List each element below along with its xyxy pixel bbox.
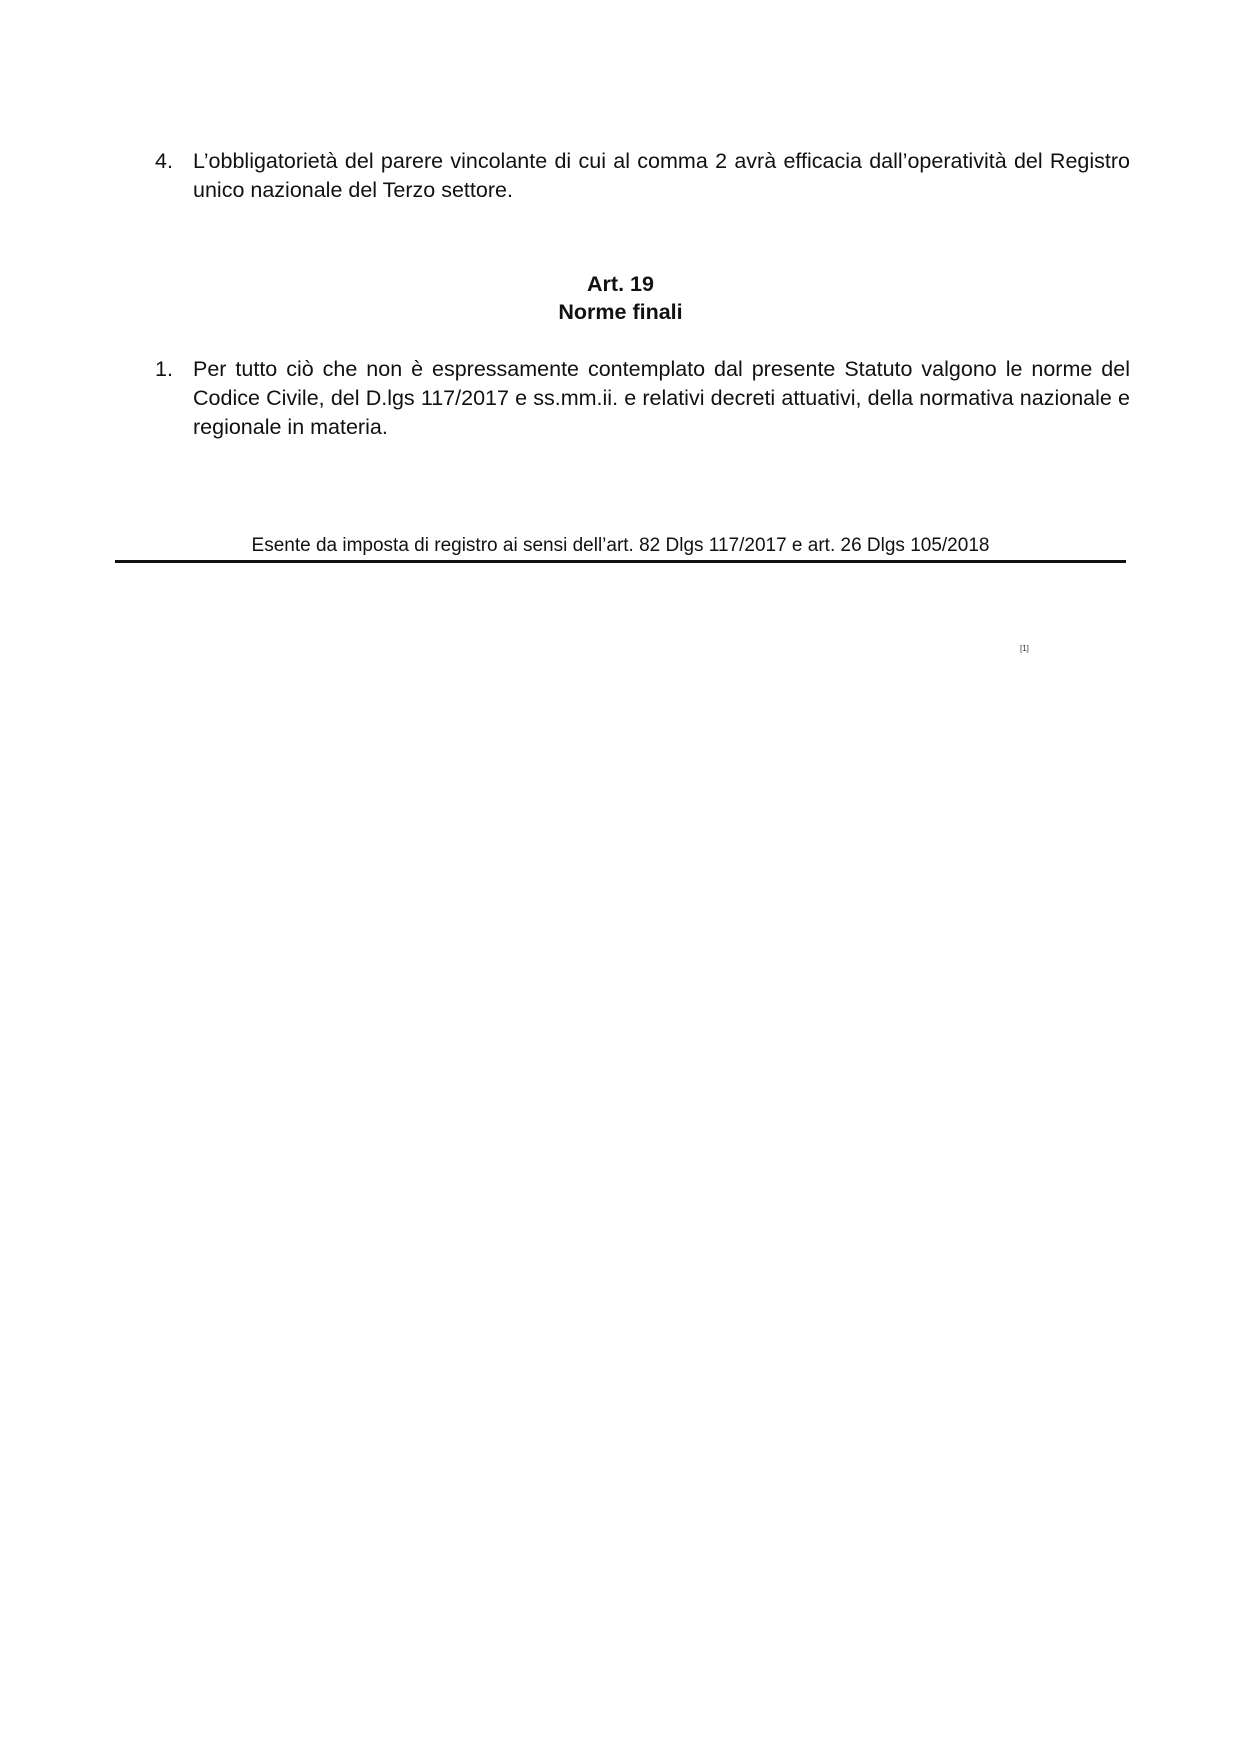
article-number: Art. 19: [587, 272, 654, 296]
item-number: 1.: [155, 357, 173, 381]
article-title: Norme finali: [558, 300, 683, 324]
footer-divider: [115, 560, 1126, 563]
item-number: 4.: [155, 149, 173, 173]
list-item: [155, 147, 1130, 205]
footer-note: Esente da imposta di registro ai sensi dell’art. 82 Dlgs 117/2017 e art. 26 Dlgs 105/2018: [251, 535, 990, 556]
item-text: L’obbligatorietà del parere vincolante di cui al comma 2 avrà efficacia dall’operatività del Registro unico nazionale del Terzo settore.: [193, 149, 1130, 202]
list-item: [155, 355, 1130, 442]
footnote-reference[interactable]: [1]: [1020, 644, 1029, 653]
item-text: Per tutto ciò che non è espressamente contemplato dal presente Statuto valgono le norme del Codice Civile, del D.lgs 117/2017 e ss.mm.ii. e relativi decreti attuativi, della normativa nazionale e regionale in materia.: [193, 357, 1130, 439]
